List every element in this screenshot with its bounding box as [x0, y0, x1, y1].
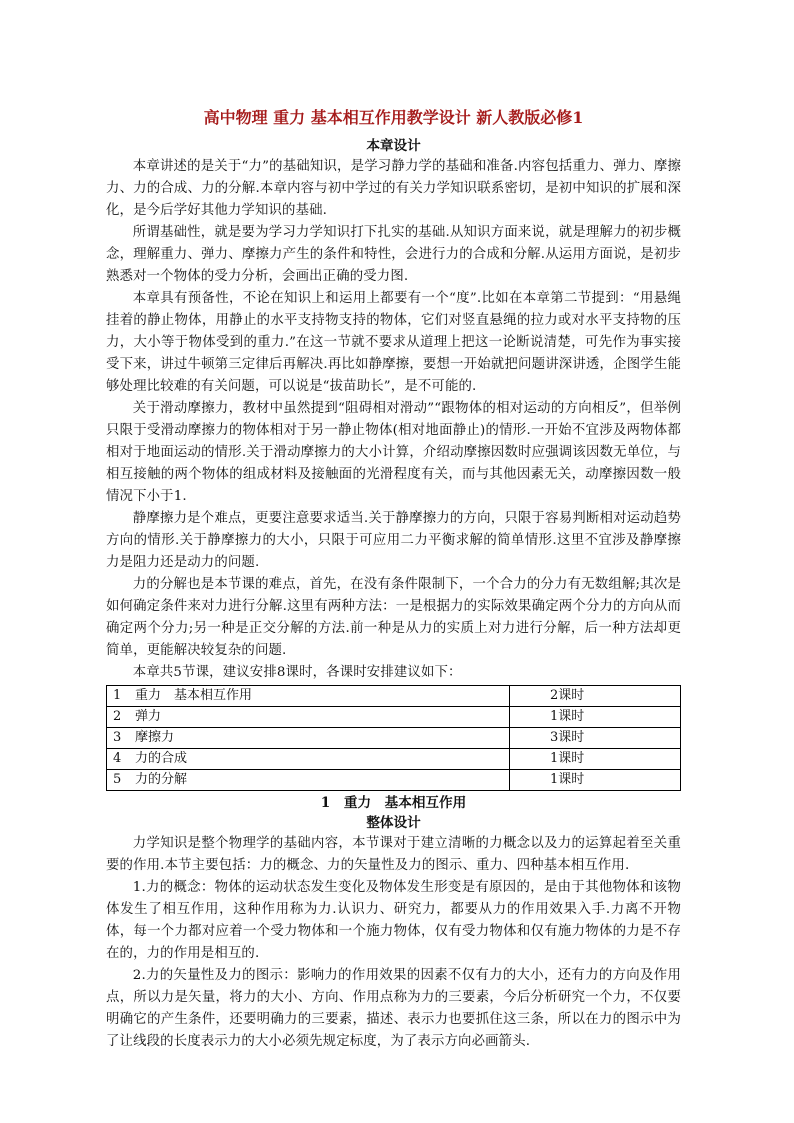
lesson-number: 4: [113, 751, 122, 766]
chapter-paragraph: 关于滑动摩擦力，教材中虽然提到“阻碍相对滑动”“跟物体的相对运动的方向相反”，但举例只限于受滑动摩擦力的物体相对于另一静止物体(相对地面静止)的情形.一开始不宜涉及两物体都相对于地面运动的情形.关于滑动摩擦力的大小计算，介绍动摩擦因数时应强调该因数无单位，与相互接触的两个物体的组成材料及接触面的光滑程度有关，而与其他因素无关，动摩擦因数一般情况下小于1.: [106, 401, 681, 504]
schedule-topic-cell: [107, 728, 510, 749]
lesson-topic: 力的分解: [135, 772, 188, 787]
chapter-paragraph: 静摩擦力是个难点，更要注意要求适当.关于静摩擦力的方向，只限于容易判断相对运动趋势方向的情形.关于静摩擦力的大小，只限于可应用二力平衡求解的简单情形.这里不宜涉及静摩擦力是阻力还是动力的问题.: [106, 511, 681, 570]
lesson-hours: 3课时: [510, 728, 681, 749]
lesson-number: 2: [113, 709, 122, 724]
chapter-paragraph: 本章讲述的是关于“力”的基础知识，是学习静力学的基础和准备.内容包括重力、弹力、摩擦力、力的合成、力的分解.本章内容与初中学过的有关力学知识联系密切，是初中知识的扩展和深化，是今后学好其他力学知识的基础.: [106, 159, 681, 218]
schedule-topic-cell: [107, 770, 510, 791]
schedule-topic-cell: [107, 707, 510, 728]
table-row: [107, 749, 681, 770]
lesson-topic: 摩擦力: [135, 730, 175, 745]
lesson-hours: 1课时: [510, 749, 681, 770]
schedule-intro: 本章共5节课，建议安排8课时，各课时安排建议如下：: [132, 665, 462, 680]
lesson-hours: 2课时: [510, 686, 681, 707]
section-heading: 1 重力 基本相互作用: [320, 795, 467, 811]
lesson-topic: 弹力: [135, 709, 162, 724]
schedule-topic-cell: [107, 749, 510, 770]
overall-paragraph: 2.力的矢量性及力的图示：影响力的作用效果的因素不仅有力的大小，还有力的方向及作用点，所以力是矢量，将力的大小、方向、作用点称为力的三要素，今后分析研究一个力，不仅要明确它的产生条件，还要明确力的三要素，描述、表示力也要抓住这三条，所以在力的图示中为了让线段的长度表示力的大小必须先规定标度，为了表示方向必画箭头.: [106, 968, 681, 1049]
chapter-paragraph: 力的分解也是本节课的难点，首先，在没有条件限制下，一个合力的分力有无数组解;其次是如何确定条件来对力进行分解.这里有两种方法：一是根据力的实际效果确定两个分力的方向从而确定两个分力;另一种是正交分解的方法.前一种是从力的实质上对力进行分解，后一种方法却更简单，更能解决较复杂的问题.: [106, 577, 681, 658]
lesson-topic: 重力 基本相互作用: [135, 688, 253, 703]
overall-paragraph: 1.力的概念：物体的运动状态发生变化及物体发生形变是有原因的，是由于其他物体和该物体发生了相互作用，这种作用称为力.认识力、研究力，都要从力的作用效果入手.力离不开物体，每一个力都对应着一个受力物体和一个施力物体，仅有受力物体和仅有施力物体的力是不存在的，力的作用是相互的.: [106, 880, 681, 961]
chapter-paragraph: 本章具有预备性，不论在知识上和运用上都要有一个“度”.比如在本章第二节提到：“用悬绳挂着的静止物体，用静止的水平支持物支持的物体，它们对竖直悬绳的拉力或对水平支持物的压力，大小等于物体受到的重力.”在这一节就不要求从道理上把这一论断说清楚，可先作为事实接受下来，讲过牛顿第三定律后再解决.再比如静摩擦，要想一开始就把问题讲深讲透，企图学生能够处理比较难的有关问题，可以说是“拔苗助长”，是不可能的.: [106, 291, 681, 394]
lesson-hours: 1课时: [510, 707, 681, 728]
chapter-heading: 本章设计: [366, 138, 421, 154]
schedule-table: [106, 685, 681, 791]
lesson-number: 3: [113, 730, 122, 745]
lesson-number: 5: [113, 772, 122, 787]
table-row: [107, 770, 681, 791]
table-row: [107, 707, 681, 728]
schedule-topic-cell: [107, 686, 510, 707]
chapter-paragraph: 所谓基础性，就是要为学习力学知识打下扎实的基础.从知识方面来说，就是理解力的初步概念，理解重力、弹力、摩擦力产生的条件和特性，会进行力的合成和分解.从运用方面说，是初步熟悉对一个物体的受力分析，会画出正确的受力图.: [106, 225, 681, 284]
document-title: 高中物理 重力 基本相互作用教学设计 新人教版必修1: [203, 108, 584, 127]
lesson-hours: 1课时: [510, 770, 681, 791]
table-row: [107, 686, 681, 707]
table-row: [107, 728, 681, 749]
lesson-topic: 力的合成: [135, 751, 188, 766]
overall-heading: 整体设计: [366, 815, 421, 831]
overall-paragraph: 力学知识是整个物理学的基础内容，本节课对于建立清晰的力概念以及力的运算起着至关重要的作用.本节主要包括：力的概念、力的矢量性及力的图示、重力、四种基本相互作用.: [106, 836, 681, 873]
document-page: [106, 100, 681, 1053]
lesson-number: 1: [113, 688, 122, 703]
